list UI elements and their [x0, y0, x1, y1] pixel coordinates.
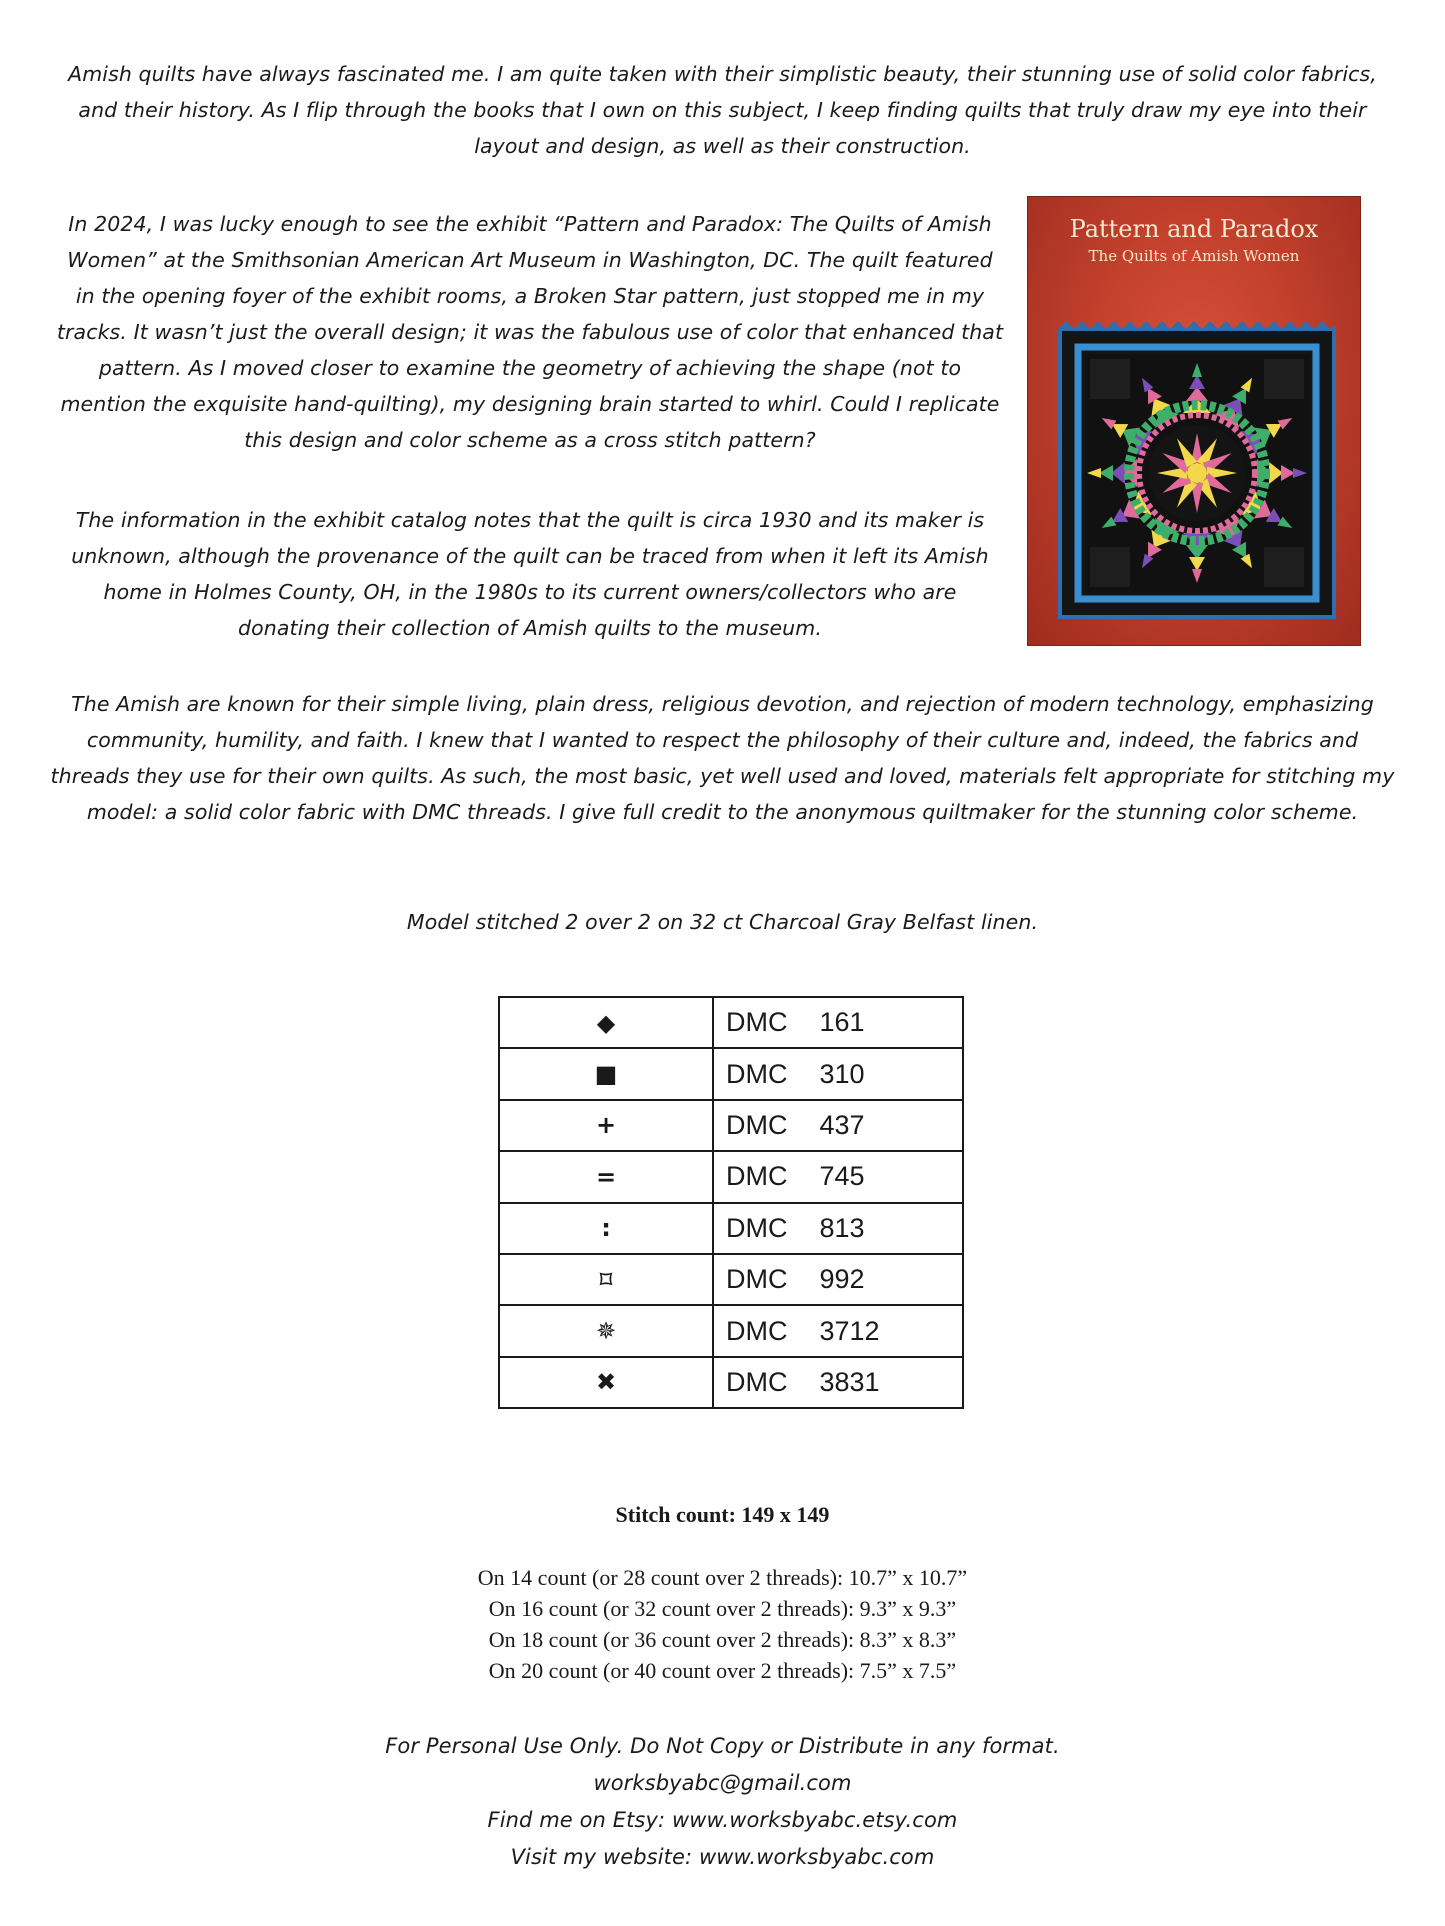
floss-number: 437	[819, 1109, 865, 1140]
floss-row	[499, 997, 963, 1048]
floss-brand: DMC	[726, 1058, 788, 1089]
floss-code	[713, 997, 963, 1048]
contact-email: worksbyabc@gmail.com	[593, 1771, 852, 1795]
square-icon: ■	[499, 1048, 713, 1099]
finished-sizes-list	[0, 1562, 1445, 1686]
floss-code	[713, 1305, 963, 1356]
website-link: Visit my website: www.worksbyabc.com	[510, 1845, 935, 1869]
floss-code	[713, 1100, 963, 1151]
cross-icon: ✖	[499, 1357, 713, 1408]
floss-brand: DMC	[726, 1212, 788, 1243]
floss-row	[499, 1203, 963, 1254]
floss-number: 161	[819, 1007, 865, 1038]
book-cover-title: Pattern and Paradox	[1069, 215, 1319, 243]
diamond-icon: ◆	[499, 997, 713, 1048]
floss-brand: DMC	[726, 1161, 788, 1192]
model-fabric-note: Model stitched 2 over 2 on 32 ct Charcoal Gray Belfast linen.	[406, 910, 1039, 934]
intro-paragraph-4: The Amish are known for their simple living, plain dress, religious devotion, and rejection of modern technology, emphasizing community, humility, and faith. I knew that I wanted to respect the philosophy of their culture and, indeed, the fabrics and threads they use for their own quilts. As such, the most basic, yet well used and loved, materials felt appropriate for stitching my model: a solid color fabric with DMC threads. I give full credit to the anonymous quiltmaker for the stunning color scheme.	[50, 692, 1395, 824]
floss-row	[499, 1048, 963, 1099]
star-icon: ✵	[499, 1305, 713, 1356]
floss-brand: DMC	[726, 1007, 788, 1038]
square-lozenge-icon: ⌑	[499, 1254, 713, 1305]
floss-number: 3831	[819, 1366, 880, 1397]
colon-icon: :	[499, 1203, 713, 1254]
floss-row	[499, 1305, 963, 1356]
floss-number: 3712	[819, 1315, 880, 1346]
intro-paragraph-3: The information in the exhibit catalog notes that the quilt is circa 1930 and its maker is unknown, although the provenance of the quilt can be traced from when it left its Amish home in Holmes County, OH, in the 1980s to its current owners/collectors who are donating their collection of Amish quilts to the museum.	[71, 508, 989, 640]
book-cover-subtitle: The Quilts of Amish Women	[1088, 247, 1300, 265]
copyright-notice: For Personal Use Only. Do Not Copy or Distribute in any format.	[385, 1734, 1060, 1758]
floss-code	[713, 1254, 963, 1305]
size-line: On 20 count (or 40 count over 2 threads): 7.5” x 7.5”	[488, 1658, 957, 1683]
floss-code	[713, 1203, 963, 1254]
floss-brand: DMC	[726, 1109, 788, 1140]
intro-paragraph-1: Amish quilts have always fascinated me. I am quite taken with their simplistic beauty, their stunning use of solid color fabrics, and their history. As I flip through the books that I own on this subject, I keep finding quilts that truly draw my eye into their layout and design, as well as their construction.	[68, 62, 1377, 158]
size-line: On 16 count (or 32 count over 2 threads): 9.3” x 9.3”	[488, 1596, 957, 1621]
floss-row	[499, 1100, 963, 1151]
floss-number: 992	[819, 1264, 865, 1295]
floss-row	[499, 1254, 963, 1305]
etsy-link: Find me on Etsy: www.worksbyabc.etsy.com	[487, 1808, 958, 1832]
plus-icon: +	[499, 1100, 713, 1151]
floss-key-table	[498, 996, 964, 1409]
stitch-count: Stitch count: 149 x 149	[615, 1502, 830, 1527]
floss-number: 310	[819, 1058, 865, 1089]
floss-brand: DMC	[726, 1264, 788, 1295]
floss-brand: DMC	[726, 1366, 788, 1397]
size-line: On 14 count (or 28 count over 2 threads): 10.7” x 10.7”	[477, 1565, 968, 1590]
floss-row	[499, 1357, 963, 1408]
size-line: On 18 count (or 36 count over 2 threads): 8.3” x 8.3”	[488, 1627, 957, 1652]
floss-number: 813	[819, 1212, 865, 1243]
footer-contact	[0, 1728, 1445, 1876]
floss-brand: DMC	[726, 1315, 788, 1346]
floss-number: 745	[819, 1161, 865, 1192]
broken-star-quilt-image	[1058, 321, 1336, 619]
book-cover-image	[1028, 197, 1360, 645]
equals-icon: =	[499, 1151, 713, 1202]
floss-code	[713, 1151, 963, 1202]
floss-code	[713, 1357, 963, 1408]
floss-row	[499, 1151, 963, 1202]
floss-code	[713, 1048, 963, 1099]
intro-paragraph-2: In 2024, I was lucky enough to see the exhibit “Pattern and Paradox: The Quilts of Amish Women” at the Smithsonian American Art Museum in Washington, DC. The quilt featured in the opening foyer of the exhibit rooms, a Broken Star pattern, just stopped me in my tracks. It wasn’t just the overall design; it was the fabulous use of color that enhanced that pattern. As I moved closer to examine the geometry of achieving the shape (not to mention the exquisite hand-quilting), my designing brain started to whirl. Could I replicate this design and color scheme as a cross stitch pattern?	[56, 212, 1004, 452]
